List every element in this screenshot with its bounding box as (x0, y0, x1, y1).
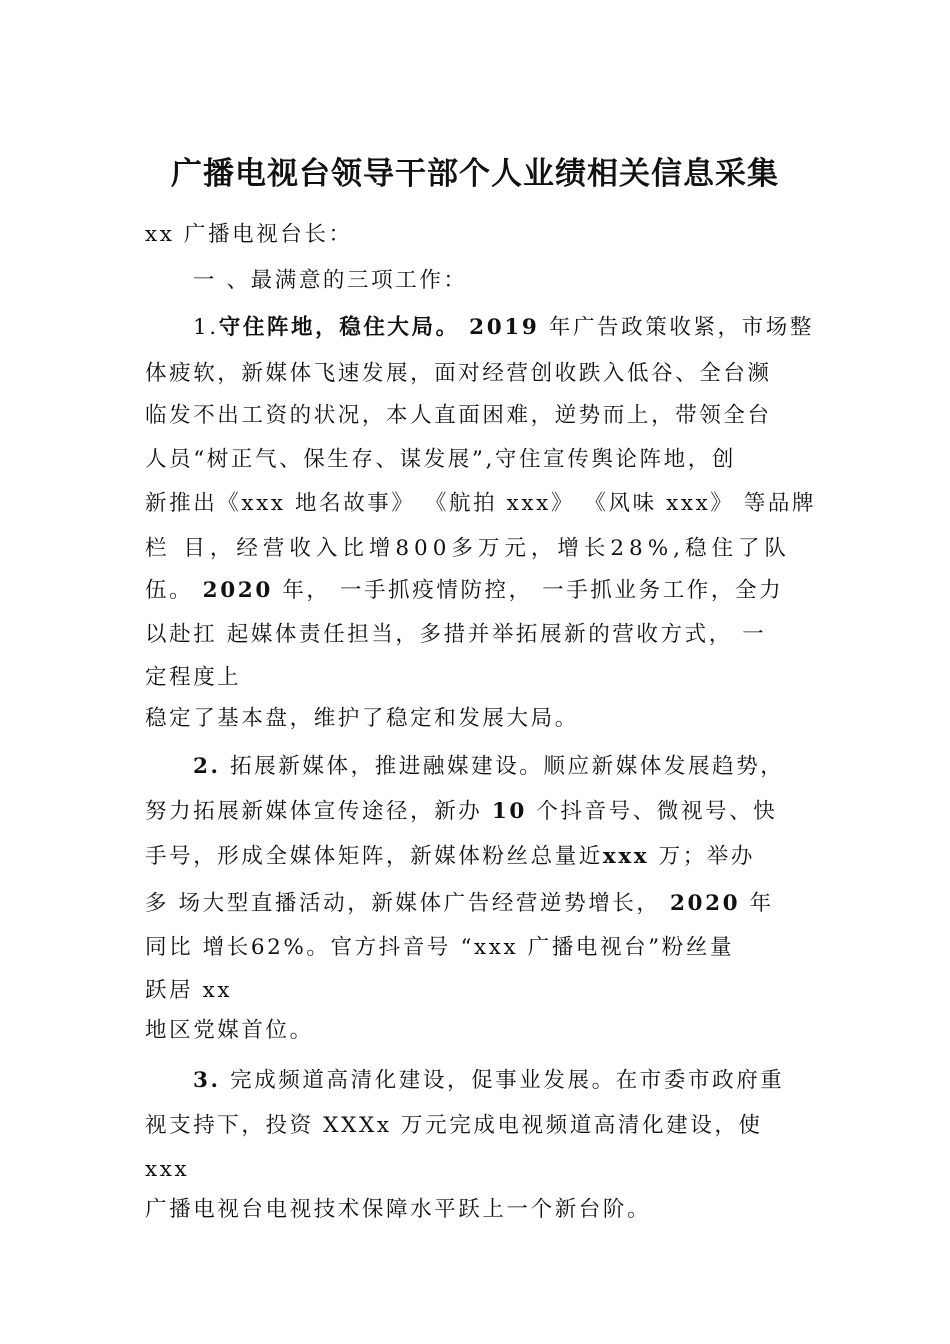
item2-count: 10 (491, 799, 527, 824)
section-heading: 一 、最满意的三项工作： (193, 268, 468, 293)
item1-line5: 新推出《xxx 地名故事》 《航拍 xxx》 《风味 xxx》 等品牌 (145, 491, 817, 516)
item2-line2-b: 个抖音号、微视号、快 (526, 799, 778, 824)
item3-line1-text: 完成频道高清化建设，促事业发展。在市委市政府重 (220, 1068, 785, 1093)
item1-line3: 临发不出工资的状况，本人直面困难，逆势而上，带领全台 (145, 403, 772, 428)
item1-heading: 守住阵地，稳住大局。 (218, 315, 460, 340)
item1-year-2020: 2020 (202, 578, 273, 603)
item1-line1 (193, 313, 858, 343)
item2-line7: 地区党媒首位。 (145, 1018, 314, 1043)
item2-line4-b: 年 (740, 891, 774, 916)
item1-line8: 以赴扛 起媒体责任担当，多措并举拓展新的营收方式， 一 (145, 622, 767, 647)
item3-line3: xxx (145, 1157, 190, 1182)
item2-fans: xxx (602, 844, 650, 869)
item2-line4-a: 多 场大型直播活动，新媒体广告经营逆势增长， (145, 891, 670, 916)
item2-number: 2. (193, 754, 221, 779)
item1-line9: 定程度上 (145, 665, 242, 690)
item1-line10: 稳定了基本盘，维护了稳定和发展大局。 (145, 706, 579, 731)
item1-line6: 栏 目，经营收入比增800多万元，增长28%,稳住了队 (145, 536, 791, 561)
item2-line3 (145, 842, 810, 872)
salutation: xx 广播电视台长： (145, 222, 353, 247)
item1-year: 2019 (469, 315, 540, 340)
item2-line1 (193, 752, 858, 782)
item2-line4 (145, 889, 810, 919)
item1-number: 1. (193, 315, 219, 340)
item1-line7-b: 年， 一手抓疫情防控， 一手抓业务工作，全力 (272, 578, 784, 603)
item1-line2: 体疲软，新媒体飞速发展，面对经营创收跌入低谷、全台濒 (145, 361, 772, 386)
item2-line1-text: 拓展新媒体，推进融媒建设。顺应新媒体发展趋势， (220, 754, 785, 779)
item2-line2-a: 努力拓展新媒体宣传途径，新办 (145, 799, 492, 824)
item3-line4: 广播电视台电视技术保障水平跃上一个新台阶。 (145, 1197, 652, 1222)
item1-line7-a: 伍。 (145, 578, 203, 603)
item1-line4: 人员“树正气、保生存、谋发展”,守住宣传舆论阵地，创 (145, 447, 736, 472)
item2-line3-b: 万；举办 (649, 844, 756, 869)
item3-line2: 视支持下，投资 XXXx 万元完成电视频道高清化建设，使 (145, 1113, 763, 1138)
item1-line7 (145, 576, 810, 606)
item2-line5: 同比 增长62%。官方抖音号 “xxx 广播电视台”粉丝量 (145, 935, 735, 960)
item2-line6: 跃居 xx (145, 978, 233, 1003)
item2-line3-a: 手号，形成全媒体矩阵，新媒体粉丝总量近 (145, 844, 603, 869)
item2-line2 (145, 797, 810, 827)
item2-year: 2020 (669, 891, 741, 916)
item3-line1 (193, 1066, 858, 1096)
document-title: 广播电视台领导干部个人业绩相关信息采集 (171, 156, 779, 192)
item3-number: 3. (193, 1068, 221, 1093)
item1-line1-text: 年广告政策收紧，市场整 (539, 315, 814, 340)
